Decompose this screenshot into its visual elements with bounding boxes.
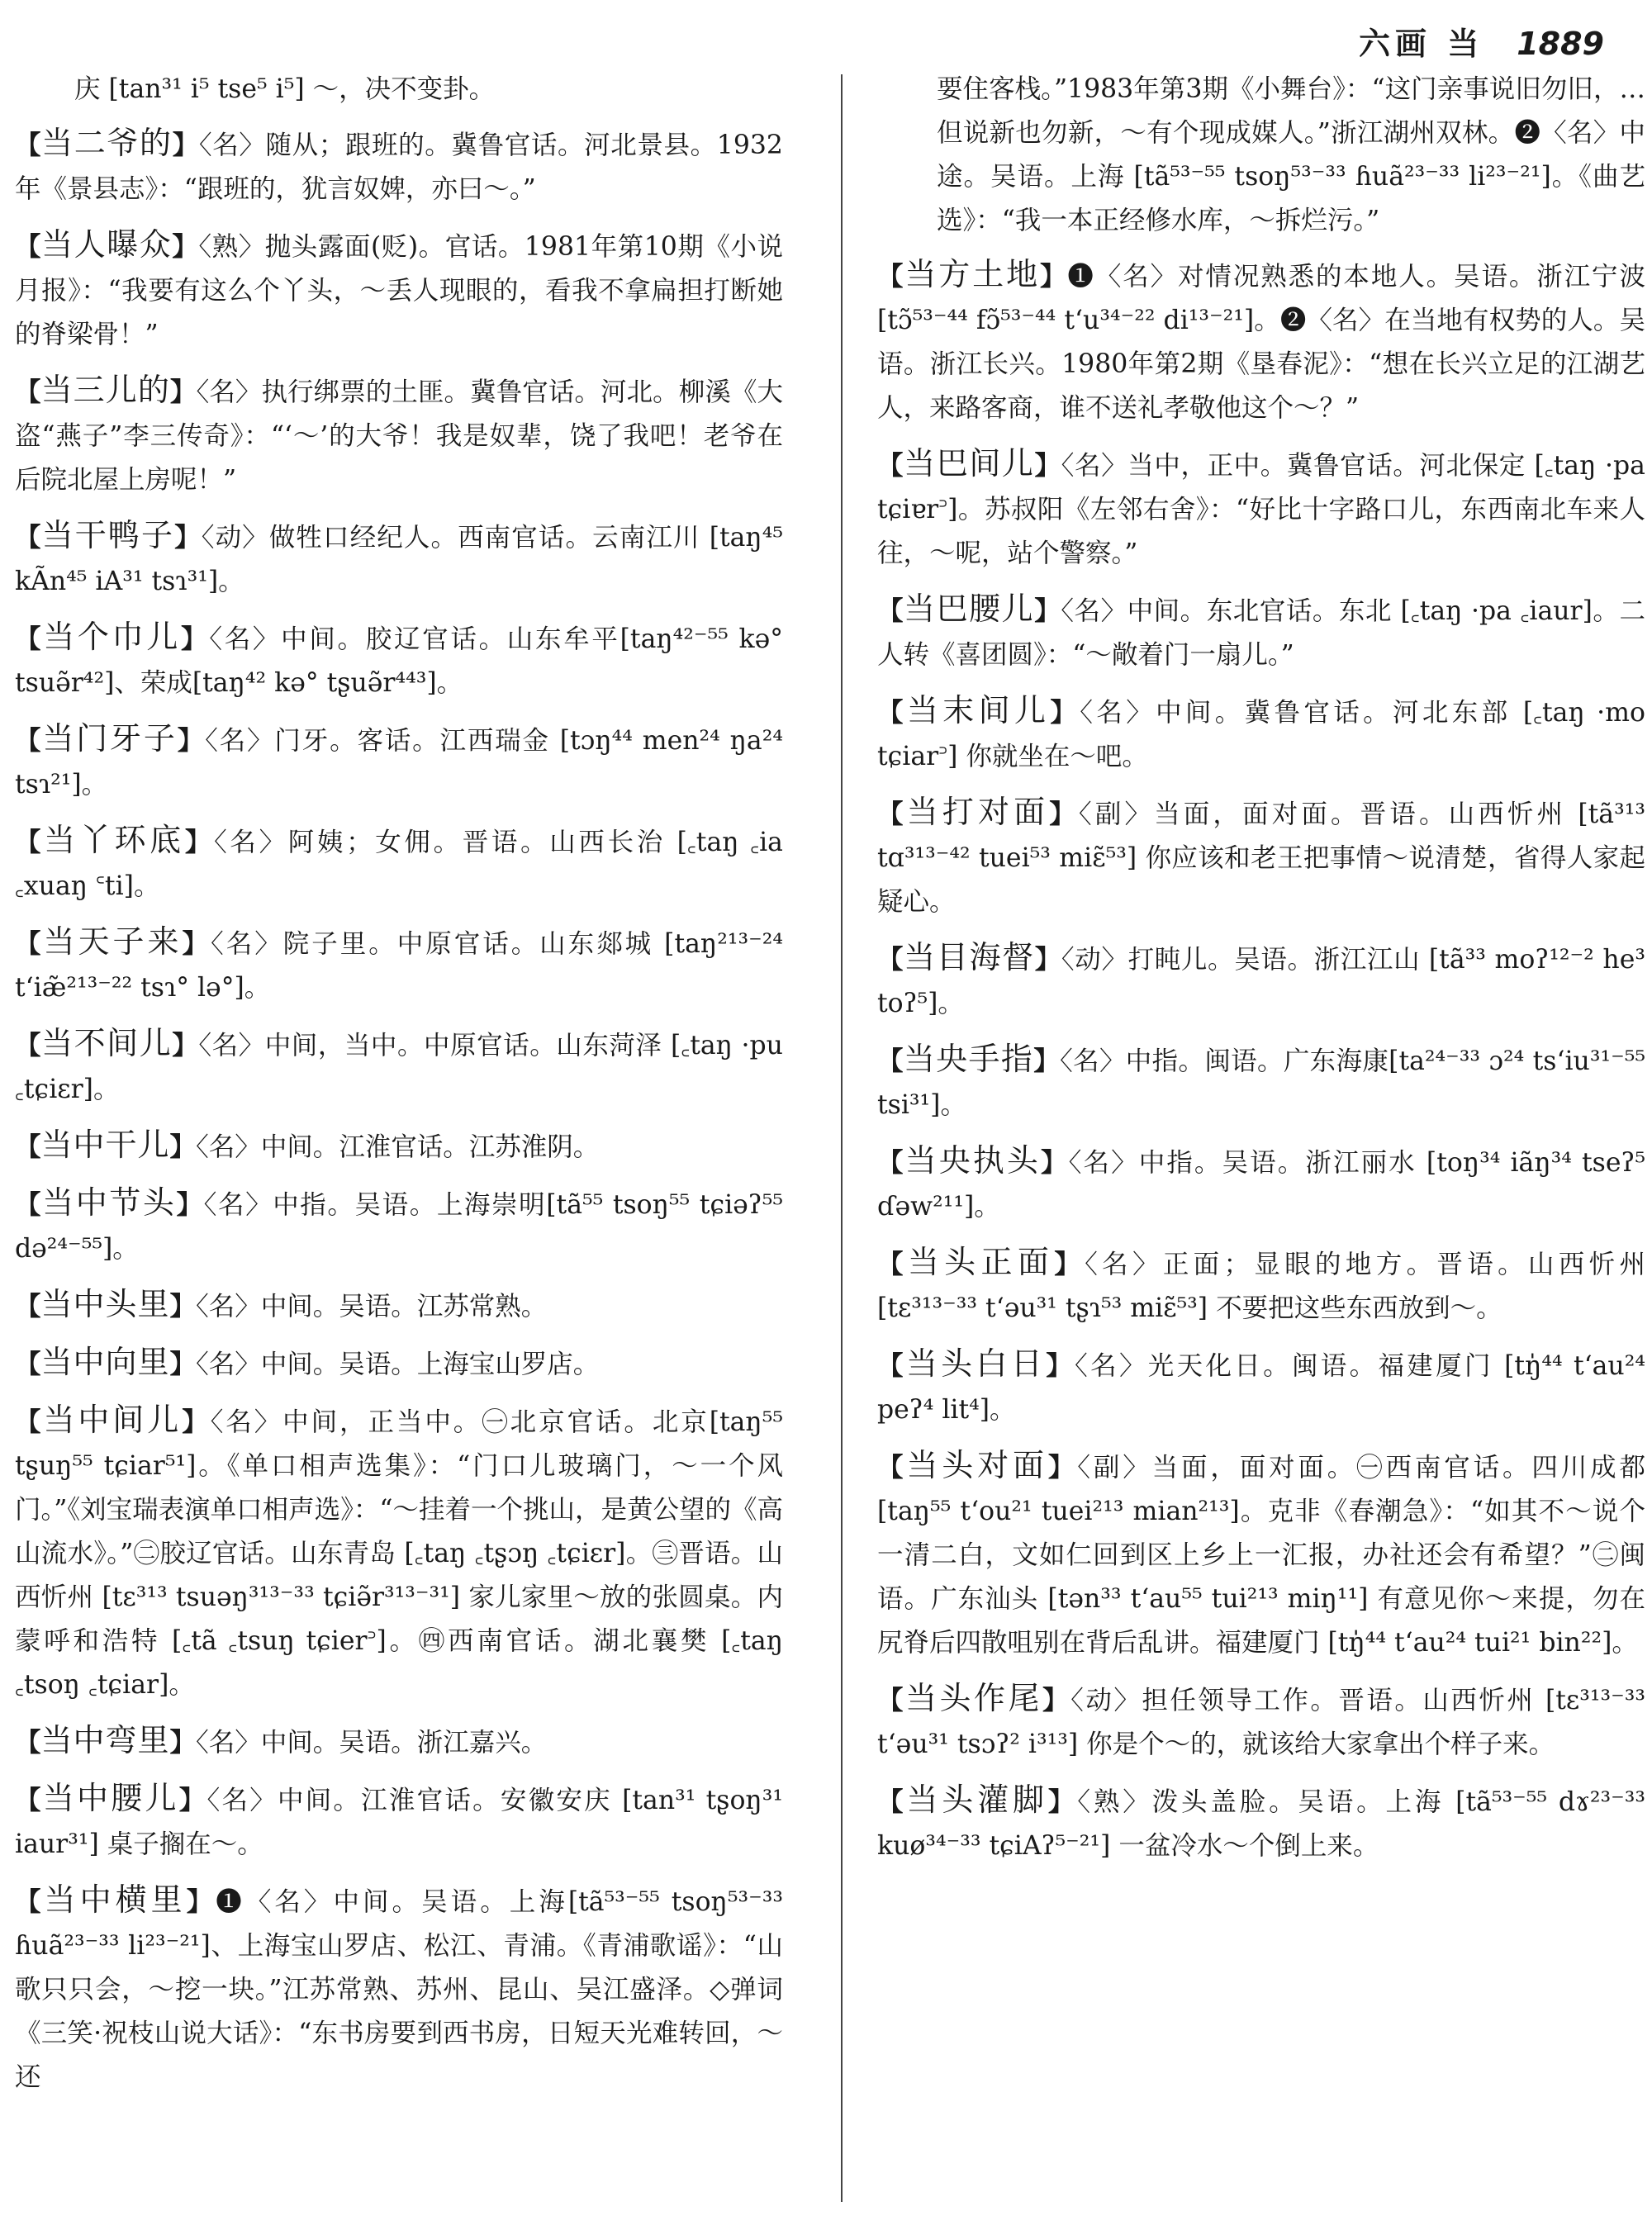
entry-definition: 〈名〉中间，当中。中原官话。山东菏泽 [꜀taŋ ·pu ꜀tɕiɛr]。	[15, 1031, 783, 1104]
headword-bracket-open: 【	[877, 450, 904, 481]
dictionary-entry	[15, 223, 783, 357]
headword-bracket-close: 】	[169, 1727, 197, 1758]
headword-bracket-close: 】	[1041, 1147, 1069, 1178]
entry-definition: 庆 [tan³¹ i⁵ tse⁵ i⁵] ～，决不变卦。	[74, 74, 496, 104]
headword-bracket-close: 】	[184, 827, 215, 857]
dictionary-entry	[15, 818, 783, 909]
headword: 当人曝众	[41, 226, 173, 263]
headword: 当末间儿	[906, 692, 1051, 728]
headword-bracket-close: 】	[1046, 1350, 1075, 1381]
entry-definition: 〈名〉中间。江淮官话。安徽安庆 [tan³¹ tʂoŋ³¹ iaur³¹] 桌子搁在～。	[15, 1786, 783, 1859]
headword-bracket-open: 【	[877, 1452, 907, 1483]
headword-bracket-open: 【	[877, 1350, 906, 1381]
headword-bracket-close: 】	[169, 377, 197, 407]
right-column	[877, 68, 1645, 1880]
entry-definition: 〈副〉当面，面对面。晋语。山西忻州 [tã³¹³ tɑ³¹³⁻⁴² tuei⁵³ miɛ̃⁵³] 你应该和老王把事情～说清楚，省得人家起疑心。	[877, 799, 1645, 917]
dictionary-entry	[877, 442, 1645, 576]
dictionary-entry	[15, 1878, 783, 2100]
headword: 当方土地	[904, 256, 1041, 292]
headword-bracket-open: 【	[15, 624, 44, 654]
dictionary-entry	[15, 1398, 783, 1707]
headword-bracket-open: 【	[15, 928, 44, 959]
left-column	[15, 68, 783, 2111]
dictionary-entry	[15, 1283, 783, 1329]
entry-definition: 〈动〉打盹儿。吴语。浙江江山 [tã³³ moʔ¹²⁻² he³ toʔ⁵]。	[877, 945, 1645, 1018]
entry-definition: 〈名〉中间。吴语。浙江嘉兴。	[196, 1728, 548, 1758]
entry-definition: 〈名〉阿姨；女佣。晋语。山西长治 [꜀taŋ ꜀ia ꜀xuaŋ ꜂ti]。	[15, 828, 783, 901]
entry-definition: 〈名〉门牙。客话。江西瑞金 [tɔŋ⁴⁴ men²⁴ ŋa²⁴ tsɿ²¹]。	[15, 726, 783, 799]
headword: 当不间儿	[41, 1025, 173, 1061]
headword: 当中向里	[40, 1344, 170, 1380]
headword-bracket-close: 】	[1034, 944, 1061, 975]
headword: 当头作尾	[905, 1680, 1043, 1716]
entry-definition: 〈名〉中间，正当中。㊀北京官话。北京[taŋ⁵⁵ tʂuŋ⁵⁵ tɕiar⁵¹]。《单口相声选集》：“门口儿玻璃门，～一个风门。”《刘宝瑞表演单口相声选》：“～挂着一个挑山，是黄公望的《高山流水》。”㊁胶辽官话。山东青岛 [꜀taŋ ꜀tʂɔŋ ꜀tɕiɛr]。㊂晋语。山西忻州 [tɛ³¹³ tsuəŋ³¹³⁻³³ tɕiə̃r³¹³⁻³¹] 家儿家里～放的张圆桌。内蒙呼和浩特 [꜀tã ꜀tsuŋ tɕier꜄]。㊃西南官话。湖北襄樊 [꜀taŋ ꜀tsoŋ ꜀tɕiar]。	[15, 1407, 783, 1700]
headword-bracket-open: 【	[15, 1727, 41, 1758]
headword: 当目海督	[904, 939, 1035, 975]
entry-definition: 〈名〉中间。东北官话。东北 [꜀taŋ ·pa ꜀iaur]。二人转《喜团圆》：“～敞着门一扇儿。”	[877, 596, 1645, 670]
headword-bracket-open: 【	[15, 377, 41, 407]
headword: 当中横里	[44, 1881, 187, 1918]
page-header	[1359, 18, 1604, 64]
headword: 当巴腰儿	[904, 591, 1035, 627]
entry-definition: 〈名〉中间。胶辽官话。山东牟平[taŋ⁴²⁻⁵⁵ kə° tsuə̃r⁴²]、荣成[taŋ⁴² kə° tʂuə̃r⁴⁴³]。	[15, 624, 783, 698]
headword-bracket-close: 】	[1040, 261, 1068, 292]
headword: 当央执头	[904, 1142, 1042, 1179]
headword-bracket-close: 】	[169, 1291, 197, 1321]
headword: 当央手指	[903, 1041, 1034, 1077]
headword-bracket-close: 】	[174, 522, 202, 553]
headword: 当头灌脚	[906, 1782, 1048, 1818]
dictionary-entry	[877, 790, 1645, 924]
dictionary-entry	[15, 68, 783, 112]
dictionary-entry	[877, 689, 1645, 779]
dictionary-entry	[15, 920, 783, 1010]
headword-bracket-close: 】	[1033, 1046, 1061, 1076]
headword-bracket-close: 】	[177, 725, 206, 756]
dictionary-entry	[877, 1444, 1645, 1665]
headword-bracket-close: 】	[169, 1349, 197, 1379]
headword-bracket-close: 】	[181, 624, 210, 654]
headword: 当巴间儿	[904, 445, 1035, 482]
headword: 当三儿的	[40, 372, 170, 408]
headword-bracket-close: 】	[186, 1886, 216, 1917]
dictionary-entry	[15, 368, 783, 502]
headword-bracket-close: 】	[182, 1407, 211, 1437]
headword: 当中干儿	[40, 1127, 170, 1163]
entry-definition: 〈名〉院子里。中原官话。山东郯城 [taŋ²¹³⁻²⁴ t‘iæ̃²¹³⁻²² tsɿ° lə°]。	[15, 929, 783, 1003]
entry-definition: ❶〈名〉对情况熟悉的本地人。吴语。浙江宁波 [tɔ̃⁵³⁻⁴⁴ fɔ̃⁵³⁻⁴⁴ t‘u³⁴⁻²² di¹³⁻²¹]。❷〈名〉在当地有权势的人。吴语。浙江长兴。1980年第2期《垦春泥》：“想在长兴立足的江湖艺人，来路客商，谁不送礼孝敬他这个～？”	[877, 262, 1645, 423]
dictionary-entry	[15, 1719, 783, 1765]
headword: 当中弯里	[40, 1722, 170, 1758]
headword-bracket-open: 【	[15, 1407, 44, 1437]
headword: 当头正面	[907, 1244, 1055, 1280]
dictionary-entry	[877, 253, 1645, 430]
headword-bracket-open: 【	[877, 799, 907, 829]
headword-bracket-open: 【	[15, 522, 42, 553]
headword-bracket-open: 【	[15, 1349, 41, 1379]
headword: 当打对面	[906, 794, 1050, 830]
headword-bracket-open: 【	[877, 1685, 906, 1715]
headword-bracket-close: 】	[1047, 1786, 1078, 1817]
headword-bracket-open: 【	[15, 1291, 41, 1321]
section-title: 六画 当	[1359, 25, 1484, 62]
headword-bracket-open: 【	[877, 1786, 907, 1817]
entry-definition: 〈名〉当中，正中。冀鲁官话。河北保定 [꜀taŋ ·pa tɕiɐr꜄]。苏叔阳《左邻右舍》：“好比十字路口儿，东西南北车来人往，～呢，站个警察。”	[877, 451, 1645, 568]
entry-definition: 〈名〉中指。闽语。广东海康[ta²⁴⁻³³ ɔ²⁴ ts‘iu³¹⁻⁵⁵ tsi³¹]。	[877, 1046, 1645, 1120]
dictionary-entry	[15, 1340, 783, 1387]
entry-definition: 〈名〉中间。吴语。上海宝山罗店。	[196, 1350, 600, 1379]
headword-bracket-open: 【	[877, 1249, 908, 1279]
headword-bracket-open: 【	[877, 697, 907, 728]
dictionary-entry	[15, 717, 783, 807]
headword-bracket-open: 【	[877, 1046, 904, 1076]
headword-bracket-close: 】	[172, 231, 199, 262]
headword-bracket-open: 【	[15, 725, 43, 756]
headword-bracket-close: 】	[178, 1785, 207, 1815]
headword: 当中头里	[40, 1286, 170, 1322]
headword-bracket-close: 】	[1049, 799, 1079, 829]
entry-definition: 〈名〉正面；显眼的地方。晋语。山西忻州 [tɛ³¹³⁻³³ t‘əu³¹ tʂɿ⁵³ miɛ̃⁵³] 不要把这些东西放到～。	[877, 1250, 1645, 1323]
headword-bracket-open: 【	[877, 595, 904, 626]
dictionary-entry	[877, 68, 1645, 243]
headword-bracket-open: 【	[15, 231, 42, 262]
dictionary-entry	[15, 615, 783, 705]
headword-bracket-open: 【	[15, 1886, 45, 1917]
headword: 当中间儿	[43, 1402, 183, 1438]
headword-bracket-close: 】	[172, 1030, 199, 1060]
headword: 当个巾儿	[43, 619, 182, 655]
page-number: 1889	[1517, 26, 1604, 62]
headword-bracket-open: 【	[877, 1147, 905, 1178]
dictionary-entry	[877, 1342, 1645, 1432]
headword-bracket-open: 【	[15, 827, 45, 857]
headword-bracket-close: 】	[182, 928, 211, 959]
dictionary-entry	[15, 121, 783, 211]
headword-bracket-close: 】	[1042, 1685, 1071, 1715]
entry-definition: 〈动〉担任领导工作。晋语。山西忻州 [tɛ³¹³⁻³³ t‘əu³¹ tsɔʔ² i³¹³] 你是个～的，就该给大家拿出个样子来。	[877, 1686, 1645, 1759]
entry-definition: 〈名〉中间。吴语。江苏常熟。	[196, 1292, 548, 1321]
entry-definition: 〈名〉光天化日。闽语。福建厦门 [tŋ̍⁴⁴ t‘au²⁴ peʔ⁴ lit⁴]。	[877, 1351, 1645, 1425]
entry-definition: 〈名〉随从；跟班的。冀鲁官话。河北景县。1932年《景县志》：“跟班的，犹言奴婢，亦曰～。”	[15, 130, 783, 204]
dictionary-entry	[15, 1777, 783, 1867]
headword-bracket-close: 】	[1050, 697, 1080, 728]
headword-bracket-close: 】	[172, 130, 199, 160]
dictionary-entry	[15, 1022, 783, 1112]
headword-bracket-close: 】	[169, 1132, 197, 1162]
dictionary-entry	[877, 936, 1645, 1026]
entry-definition: 要住客栈。”1983年第3期《小舞台》：“这门亲事说旧勿旧，…但说新也勿新，～有个现成媒人。”浙江湖州双林。❷〈名〉中途。吴语。上海 [tã⁵³⁻⁵⁵ tsoŋ⁵³⁻³³ ɦuã²³⁻³³ li²³⁻²¹]。《曲艺选》：“我一本正经修水库，～拆烂污。”	[937, 74, 1645, 235]
headword-bracket-close: 】	[1047, 1452, 1078, 1483]
headword: 当丫环底	[44, 822, 185, 858]
dictionary-entry	[877, 1778, 1645, 1868]
headword: 当干鸭子	[41, 517, 175, 553]
headword-bracket-open: 【	[15, 1132, 41, 1162]
dictionary-entry	[15, 1123, 783, 1170]
headword: 当头白日	[905, 1345, 1047, 1382]
headword: 当门牙子	[42, 720, 178, 757]
headword-bracket-open: 【	[877, 261, 905, 292]
headword: 当中腰儿	[42, 1780, 179, 1816]
entry-definition: 〈名〉中指。吴语。上海崇明[tã⁵⁵ tsoŋ⁵⁵ tɕiəʔ⁵⁵ də²⁴⁻⁵⁵]。	[15, 1190, 783, 1264]
headword-bracket-close: 】	[1034, 450, 1061, 481]
entry-definition: 〈名〉中间。冀鲁官话。河北东部 [꜀taŋ ·mo tɕiar꜄] 你就坐在～吧。	[877, 698, 1645, 771]
dictionary-entry	[15, 514, 783, 604]
headword-bracket-open: 【	[15, 130, 42, 160]
headword: 当二爷的	[41, 125, 173, 161]
entry-definition: 〈名〉中间。江淮官话。江苏淮阴。	[196, 1132, 600, 1162]
dictionary-entry	[15, 1181, 783, 1271]
headword-bracket-open: 【	[877, 944, 904, 975]
dictionary-entry	[877, 1241, 1645, 1331]
headword-bracket-open: 【	[15, 1189, 43, 1220]
entry-definition: 〈名〉执行绑票的土匪。冀鲁官话。河北。柳溪《大盗“燕子”李三传奇》：“‘～’的大爷！我是奴辈，饶了我吧！老爷在后院北屋上房呢！”	[15, 377, 783, 495]
headword-bracket-close: 】	[1034, 595, 1061, 626]
entry-definition: 〈名〉中指。吴语。浙江丽水 [toŋ³⁴ iãŋ³⁴ tseʔ⁵ ɗəw²¹¹]。	[877, 1148, 1645, 1222]
dictionary-entry	[877, 587, 1645, 677]
entry-definition: 〈熟〉抛头露面(贬)。官话。1981年第10期《小说月报》：“我要有这么个丫头，～丢人现眼的，看我不拿扁担打断她的脊梁骨！”	[15, 232, 783, 349]
dictionary-entry	[877, 1139, 1645, 1229]
entry-definition: 〈副〉当面，面对面。㊀西南官话。四川成都 [taŋ⁵⁵ t‘ou²¹ tuei²¹³ mian²¹³]。克非《春潮急》：“如其不～说个一清二白，文如仁回到区上乡上一汇报，办社还会有希望？”㊁闽语。广东汕头 [tən³³ t‘au⁵⁵ tui²¹³ miŋ¹¹] 有意见你～来提，勿在尻脊后四散咀别在背后乱讲。福建厦门 [tŋ̍⁴⁴ t‘au²⁴ tui²¹ bin²²]。	[877, 1453, 1645, 1658]
headword: 当头对面	[906, 1447, 1048, 1483]
dictionary-entry	[877, 1677, 1645, 1767]
headword-bracket-close: 】	[176, 1189, 204, 1220]
entry-definition: 〈熟〉泼头盖脸。吴语。上海 [tã⁵³⁻⁵⁵ dɤ²³⁻³³ kuø³⁴⁻³³ tɕiAʔ⁵⁻²¹] 一盆冷水～个倒上来。	[877, 1787, 1645, 1861]
dictionary-entry	[877, 1037, 1645, 1127]
entry-definition: 〈动〉做牲口经纪人。西南官话。云南江川 [taŋ⁴⁵ kÃn⁴⁵ iA³¹ tsɿ³¹]。	[15, 523, 783, 596]
column-divider	[841, 74, 843, 2202]
headword-bracket-close: 】	[1054, 1249, 1085, 1279]
entry-definition: ❶〈名〉中间。吴语。上海[tã⁵³⁻⁵⁵ tsoŋ⁵³⁻³³ ɦuã²³⁻³³ li²³⁻²¹]、上海宝山罗店、松江、青浦。《青浦歌谣》：“山歌只只会，～挖一块。”江苏常熟、苏州、昆山、吴江盛泽。◇弹词《三笑·祝枝山说大话》：“东书房要到西书房，日短天光难转回，～还	[15, 1887, 783, 2092]
headword: 当中节头	[42, 1184, 177, 1221]
headword-bracket-open: 【	[15, 1785, 43, 1815]
headword: 当天子来	[43, 923, 183, 960]
headword-bracket-open: 【	[15, 1030, 42, 1060]
